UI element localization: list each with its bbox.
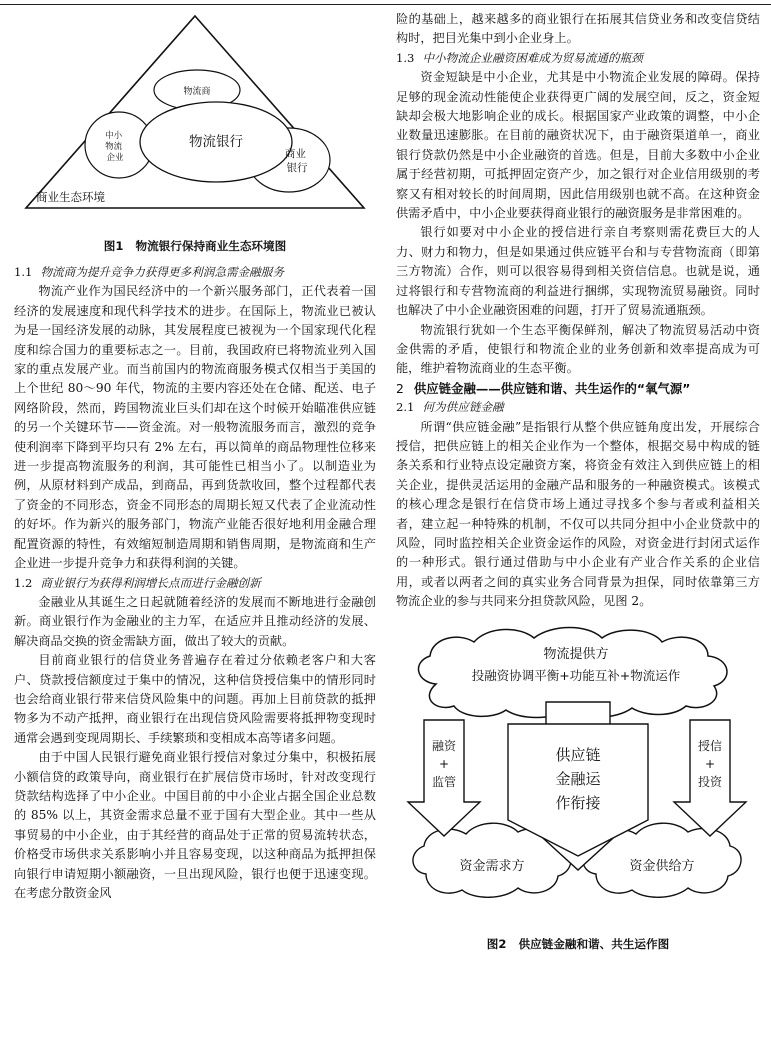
section-1-2-heading xyxy=(14,574,376,593)
paragraph-1-1: 物流产业作为国民经济中的一个新兴服务部门，正代表着一国经济的发展速度和现代科学技术的进步。在国际上，物流业已被认为是一国经济发展的动脉，其发展程度已被视为一个国家现代化程度和综合国力的重要标志之一。目前，我国政府已将物流业列入国家的重点发展产业。而当前国内的物流商服务模式仅相当于美国的上个世纪 80～90 年代，物流的主要内容还处在仓储、配送、电子网络阶段，然而，跨国物流业巨头们却在这个时候开始瞄准供应链的另一个关键环节——资金流。对一般物流服务而言，激烈的竞争使利润率下降到平均只有 2% 左右，再以简单的商品物理性位移来进一步提高物流服务的利润，其可能性已相当小了。以制造业为例，从原材料到产成品，到商品，再到货款收回，整个过程都代表了资金的不同形态，资金不同形态的周期长短又代表了企业流动性的好坏。作为新兴的服务部门，物流产业能否很好地利用金融合理配置资源的特性，有效缩短制造周期和销售周期，是物流商和生产企业进一步提升竞争力和获得利润的关键。 xyxy=(14,284,376,571)
section-1-2-title: 商业银行为获得利润增长点而进行金融创新 xyxy=(40,575,261,590)
figure-2 xyxy=(396,624,760,934)
header-rule xyxy=(0,0,771,5)
section-1-1-title: 物流商为提升竞争力获得更多利润急需金融服务 xyxy=(40,265,284,279)
section-2-1-title: 何为供应链金融 xyxy=(422,400,504,415)
right-arrow-label-2: + xyxy=(704,756,716,771)
left-arrow-label-2: + xyxy=(438,756,450,771)
center-label-1: 供应链 xyxy=(555,745,601,764)
section-2-1-heading xyxy=(396,398,760,417)
cloud-label-1: 物流提供方 xyxy=(543,646,609,662)
section-2-number: 2 xyxy=(396,380,404,396)
section-1-1-heading xyxy=(14,263,376,282)
paragraph-1-2-b: 目前商业银行的信贷业务普遍存在着过分依赖老客户和大客户、贷款授信额度过于集中的情况，这种信贷授信集中的情形同时也会给商业银行带来信贷风险集中的问题。再加上目前贷款的抵押物多为不动产抵押，商业银行在出现信贷风险需要将抵押物变现时通常会遇到变现周期长、手续繁琐和变相成本高等诸多问题。 xyxy=(14,653,376,745)
section-1-3-number: 1.3 xyxy=(396,50,415,65)
environment-label: 商业生态环境 xyxy=(36,190,105,204)
paragraph-1-3-c: 物流银行犹如一个生态平衡保鲜剂，解决了物流贸易活动中资金供需的矛盾，使银行和物流企业的业务创新和效率提高成为可能，维护着物流商业的生态平衡。 xyxy=(396,322,760,376)
section-2-heading xyxy=(396,379,760,398)
right-arrow-label-1: 授信 xyxy=(697,738,723,753)
left-arrow-label-1: 融资 xyxy=(431,738,457,753)
figure-2-caption-number: 图2 xyxy=(486,936,507,951)
section-2-1-number: 2.1 xyxy=(396,400,415,415)
paragraph-1-3-a: 资金短缺是中小企业，尤其是中小物流企业发展的障碍。保持足够的现金流动性能使企业获得更广阔的发展空间，反之，资金短缺却会极大地影响企业的成长。根据国家产业政策的调整，中小企业数量迅速膨胀。在目前的融资状况下，由于融资渠道单一，商业银行贷款仍然是中小企业融资的首选。但是，目前大多数中小企业属于经营初期，可抵押固定资产少，加之银行对企业信用级别的考察又有相对较长的时间周期，因此信用级别也就不高。在这种资金供需矛盾中，中小企业要获得商业银行的融资服务是非常困难的。 xyxy=(396,70,760,221)
right-column xyxy=(396,10,760,952)
figure-1-caption-text: 物流银行保持商业生态环境图 xyxy=(135,239,287,253)
paragraph-1-2-a: 金融业从其诞生之日起就随着经济的发展而不断地进行金融创新。商业银行作为金融业的主力军，在适应并且推动经济的发展、解决商品交换的资金需缺方面，做出了较大的贡献。 xyxy=(14,594,376,648)
left-arrow-label-3: 监管 xyxy=(431,774,457,789)
figure-2-caption-text: 供应链金融和谐、共生运作图 xyxy=(518,936,670,951)
commercial-bank-label: 商业 银行 xyxy=(284,148,308,174)
ecosystem-diagram xyxy=(14,10,376,232)
section-1-3-title: 中小物流企业融资困难成为贸易流通的瓶颈 xyxy=(422,50,643,65)
logistics-bank-label: 物流银行 xyxy=(189,134,243,150)
logistics-provider-label: 物流商 xyxy=(183,87,211,97)
paragraph-1-2-c: 由于中国人民银行避免商业银行授信对象过分集中，积极拓展小额信贷的政策导向，商业银行在扩展信贷市场时，针对改变现行贷款结构选择了中小企业。中国目前的中小企业占据全国企业总数的 85% 以上，其资金需求总量不亚于国有大型企业。其中一些从事贸易的中小企业，由于其经营的商品处于正常的贸易流转状态，价格受市场供求关系影响小并且容易变现，以这种商品为抵押担保向银行申请短期小额融资，一旦出现风险，银行也便于迅速变现。在考虑分散资金风 xyxy=(14,750,376,900)
section-1-1-number: 1.1 xyxy=(14,265,33,279)
paragraph-2-1: 所谓“供应链金融”是指银行从整个供应链角度出发，开展综合授信，把供应链上的相关企业作为一个整体，根据交易中构成的链条关系和行业特点设定融资方案，将资金有效注入到供应链上的相关企业，提供灵活运用的金融产品和服务的一种融资模式。该模式的核心理念是银行在信贷市场上通过寻找多个参与者或利益相关者，建立起一种特殊的机制，不仅可以共同分担中小企业贷款中的风险，同时监控相关企业资金运作的风险，对资金进行封闭式运作的一种形式。银行通过借助与中小企业有产业合作关系的企业信用，或者以两者之间的真实业务合同背景为担保，同时依靠第三方物流企业的参与共同来分担贷款风险，见图 2。 xyxy=(396,419,760,609)
cloud-label-2: 投融资协调平衡+功能互补+物流运作 xyxy=(471,667,681,683)
demand-label: 资金需求方 xyxy=(459,858,525,874)
sme-label: 中小 物流 企业 xyxy=(105,131,124,163)
figure-2-caption xyxy=(396,936,760,952)
section-1-2-number: 1.2 xyxy=(14,575,33,590)
supply-chain-diagram xyxy=(396,624,760,924)
figure-1 xyxy=(14,10,376,232)
center-label-3: 作衔接 xyxy=(555,793,601,812)
supply-label: 资金供给方 xyxy=(629,858,695,874)
paragraph-continued: 险的基础上，越来越多的商业银行在拓展其信贷业务和改变信贷结构时，把目光集中到小企业身上。 xyxy=(396,12,760,46)
figure-1-caption xyxy=(14,238,376,254)
section-2-title: 供应链金融——供应链和谐、共生运作的“氧气源” xyxy=(413,380,691,396)
paragraph-1-3-b: 银行如要对中小企业的授信进行亲自考察则需花费巨大的人力、财力和物力，但是如果通过供应链平台和与专营物流商（即第三方物流）合作，则可以很容易得到相关资信信息。也就是说，通过将银行和专营物流商的利益进行捆绑，实现物流贸易融资。同时也解决了中小企业融资困难的问题，打开了贸易流通瓶颈。 xyxy=(396,225,760,318)
right-arrow-label-3: 投资 xyxy=(697,774,723,789)
figure-1-caption-number: 图1 xyxy=(103,239,124,253)
section-1-3-heading xyxy=(396,49,760,68)
center-label-2: 金融运 xyxy=(555,769,601,788)
left-column xyxy=(14,10,376,903)
